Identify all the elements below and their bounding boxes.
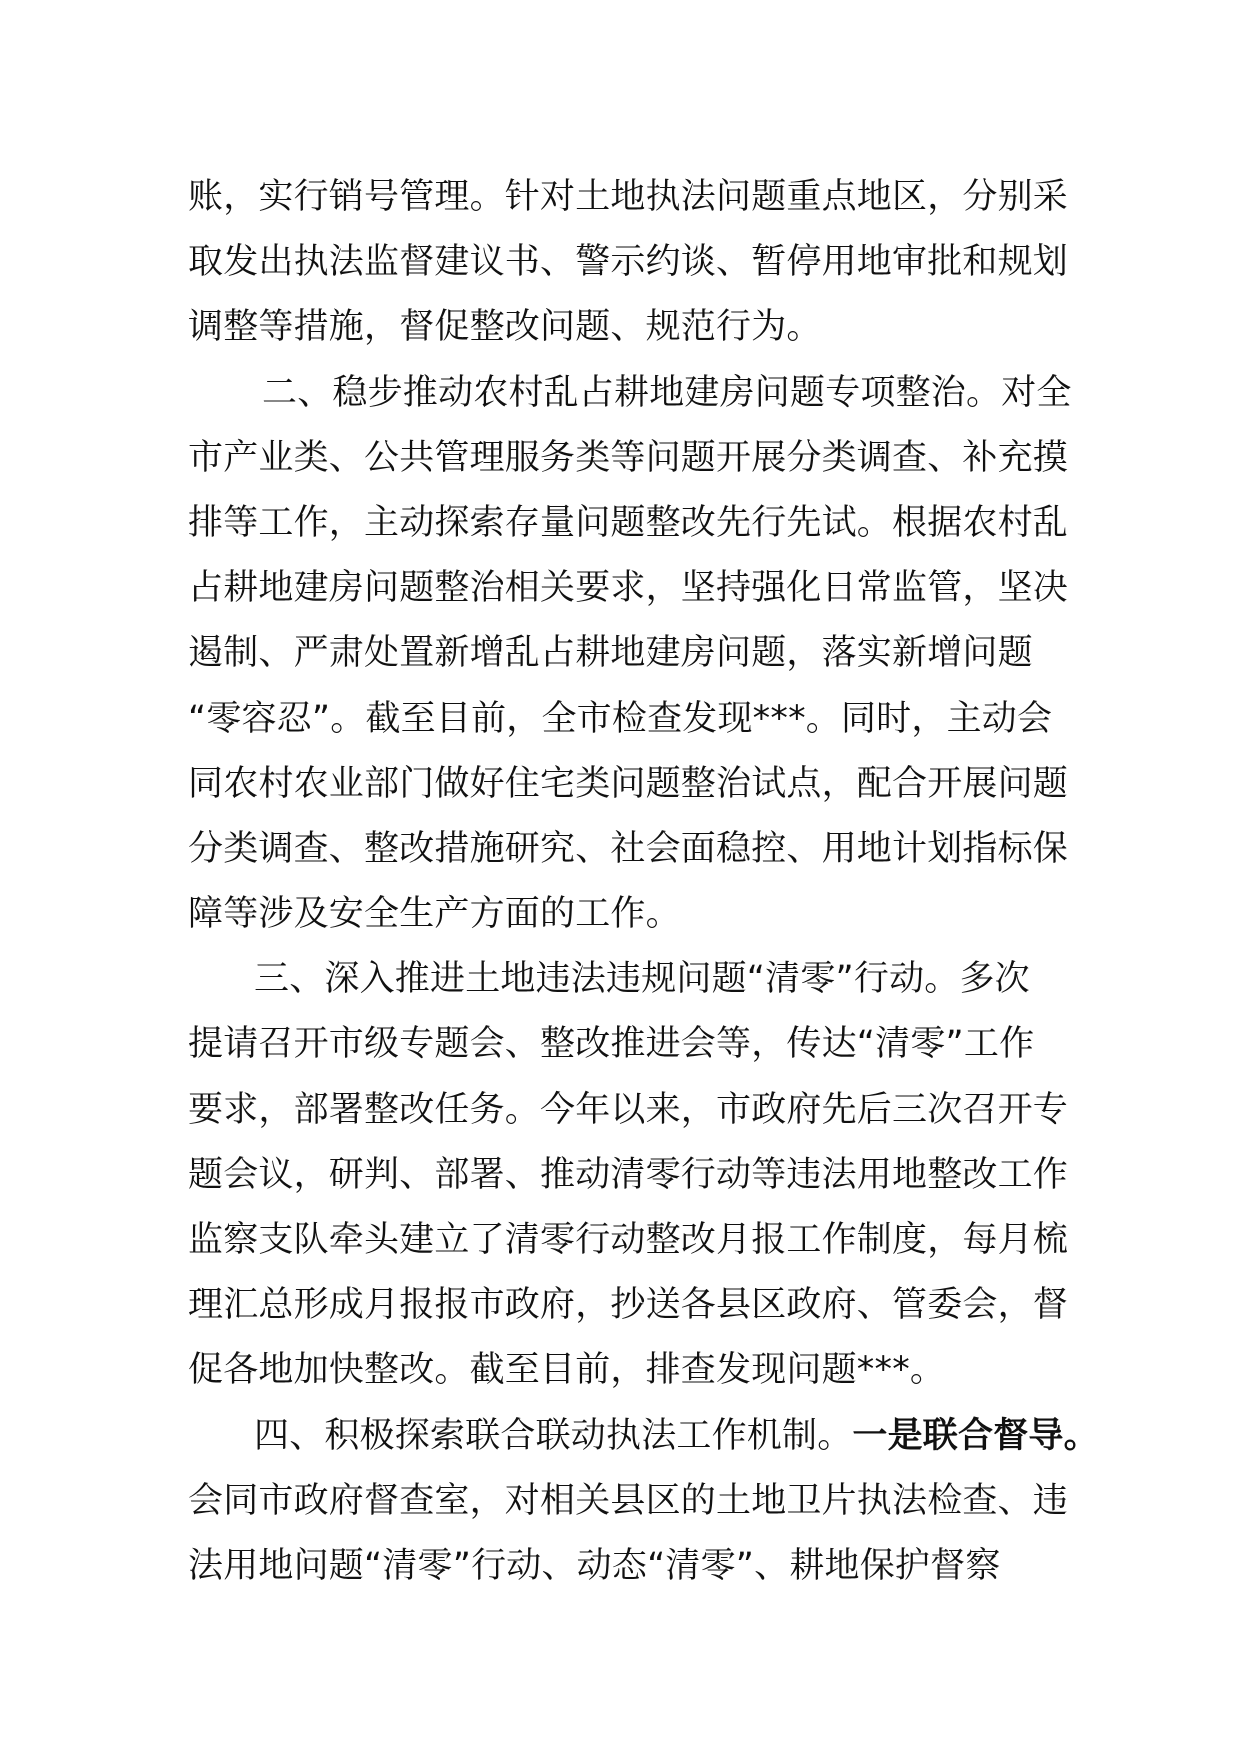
section-heading-line: 三、深入推进土地违法违规问题“清零”行动。多次 [254, 959, 1030, 1000]
paragraph-line: 法用地问题“清零”行动、动态“清零”、耕地保护督察 [188, 1545, 1001, 1586]
paragraph-line: 分类调查、整改措施研究、社会面稳控、用地计划指标保 [188, 828, 1069, 869]
paragraph-line: 题会议，研判、部署、推动清零行动等违法用地整改工作 [188, 1154, 1069, 1195]
paragraph-line: 取发出执法监督建议书、警示约谈、暂停用地审批和规划 [188, 242, 1069, 283]
paragraph-line: 调整等措施，督促整改问题、规范行为。 [188, 307, 822, 348]
paragraph-line: 同农村农业部门做好住宅类问题整治试点，配合开展问题 [188, 763, 1069, 804]
paragraph-line: “零容忍”。截至目前，全市检查发现***。同时，主动会 [188, 698, 1053, 739]
section-heading-line [188, 1404, 1099, 1469]
paragraph-line: 监察支队牵头建立了清零行动整改月报工作制度，每月梳 [188, 1220, 1069, 1260]
paragraph-line: 障等涉及安全生产方面的工作。 [188, 894, 681, 935]
paragraph-line: 提请召开市级专题会、整改推进会等，传达“清零”工作 [188, 1024, 1035, 1065]
paragraph-line: 市产业类、公共管理服务类等问题开展分类调查、补充摸 [188, 437, 1069, 478]
section-heading-line: 二、稳步推动农村乱占耕地建房问题专项整治。对全 [262, 372, 1072, 413]
paragraph-line: 理汇总形成月报报市政府，抄送各县区政府、管委会，督 [188, 1285, 1069, 1326]
paragraph-line: 促各地加快整改。截至目前，排查发现问题***。 [188, 1350, 946, 1391]
paragraph-line: 要求，部署整改任务。今年以来，市政府先后三次召开专 [188, 1089, 1069, 1130]
paragraph-line: 排等工作，主动探索存量问题整改先行先试。根据农村乱 [188, 502, 1069, 543]
paragraph-line: 遏制、严肃处置新增乱占耕地建房问题，落实新增问题 [188, 633, 1033, 674]
paragraph-line: 占耕地建房问题整治相关要求，坚持强化日常监管，坚决 [188, 568, 1069, 609]
paragraph-line: 账，实行销号管理。针对土地执法问题重点地区，分别采 [188, 177, 1069, 217]
body-text [188, 165, 1099, 1599]
section-heading-text: 四、积极探索联合联动执法工作机制。 [254, 1415, 853, 1456]
paragraph-line: 会同市政府督查室，对相关县区的土地卫片执法检查、违 [188, 1480, 1069, 1521]
bold-subheading: 一是联合督导。 [852, 1415, 1099, 1456]
